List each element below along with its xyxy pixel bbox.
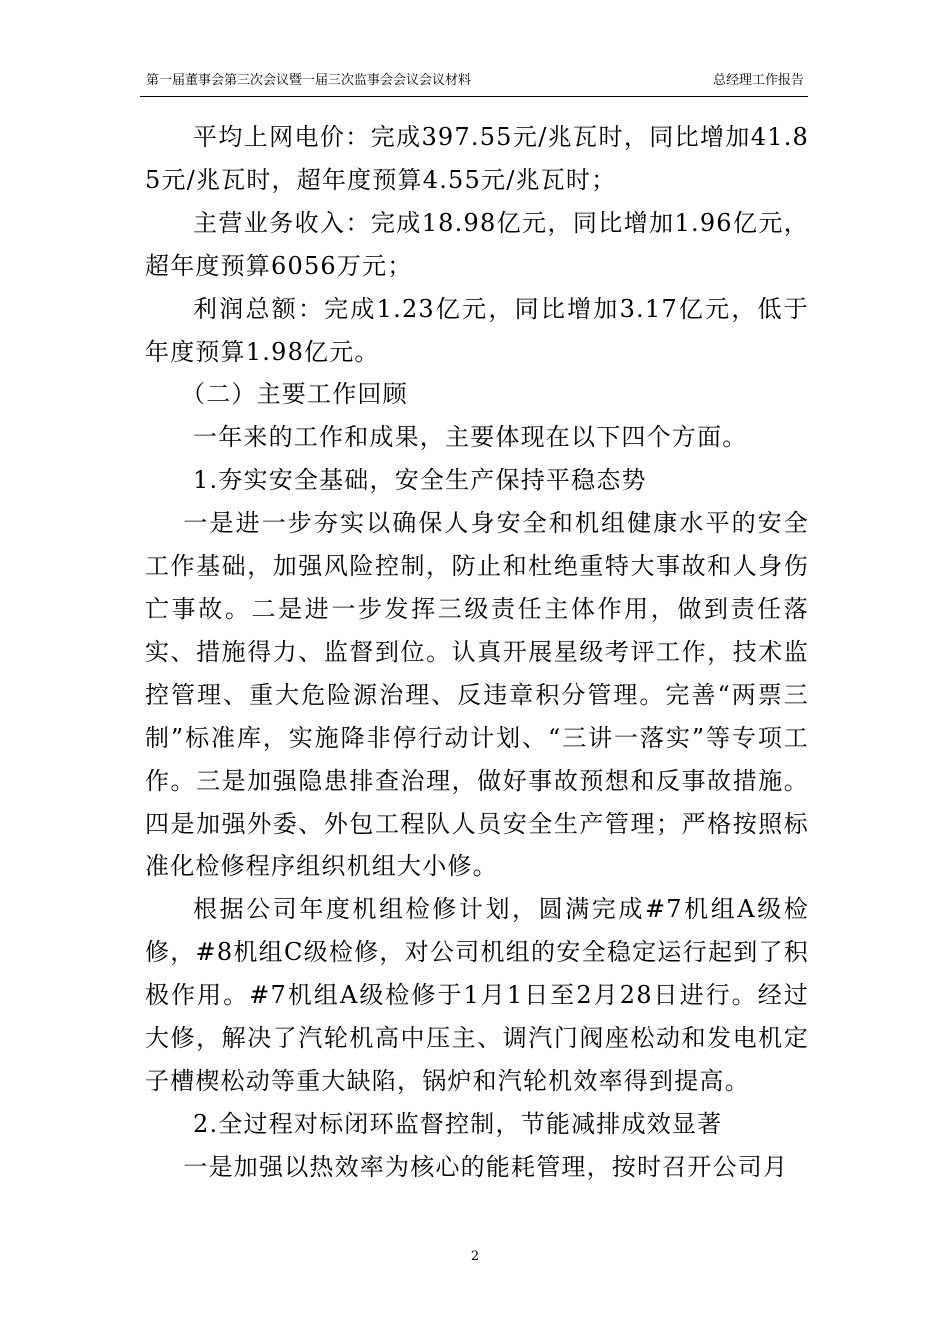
subheading-safety: 1.夯实安全基础，安全生产保持平稳态势 [193, 466, 647, 495]
subheading-energy-saving: 2.全过程对标闭环监督控制，节能减排成效显著 [193, 1109, 723, 1138]
running-header [146, 70, 808, 92]
paragraph-maintenance: 根据公司年度机组检修计划，圆满完成#7机组A级检修，#8机组C级检修，对公司机组的安全稳定运行起到了积极作用。#7机组A级检修于1月1日至2月28日进行。经过大修，解决了汽轮机高中压主、调汽门阀座松动和发电机定子槽楔松动等重大缺陷，锅炉和汽轮机效率得到提高。 [145, 895, 809, 1095]
section-heading-work-review: （二）主要工作回顾 [181, 380, 408, 409]
paragraph-work-intro: 一年来的工作和成果，主要体现在以下四个方面。 [193, 423, 748, 452]
report-body [145, 116, 809, 1189]
header-divider [140, 96, 808, 97]
paragraph-profit: 利润总额：完成1.23亿元，同比增加3.17亿元，低于年度预算1.98亿元。 [145, 294, 809, 366]
page-number: 2 [470, 1249, 480, 1264]
paragraph-safety-measures: 一是进一步夯实以确保人身安全和机组健康水平的安全工作基础，加强风险控制，防止和杜绝重特大事故和人身伤亡事故。二是进一步发挥三级责任主体作用，做到责任落实、措施得力、监督到位。认真开展星级考评工作，技术监控管理、重大危险源治理、反违章积分管理。完善“两票三制”标准库，实施降非停行动计划、“三讲一落实”等专项工作。三是加强隐患排查治理，做好事故预想和反事故措施。四是加强外委、外包工程队人员安全生产管理；严格按照标准化检修程序组织机组大小修。 [145, 509, 809, 881]
paragraph-average-price: 平均上网电价：完成397.55元/兆瓦时，同比增加41.85元/兆瓦时，超年度预算4.55元/兆瓦时； [145, 123, 809, 194]
header-meeting-title: 第一届董事会第三次会议暨一届三次监事会会议会议材料 [146, 73, 472, 88]
paragraph-energy-management: 一是加强以热效率为核心的能耗管理，按时召开公司月 [183, 1152, 789, 1181]
header-report-title: 总经理工作报告 [712, 73, 804, 88]
paragraph-revenue: 主营业务收入：完成18.98亿元，同比增加1.96亿元，超年度预算6056万元； [145, 208, 809, 280]
